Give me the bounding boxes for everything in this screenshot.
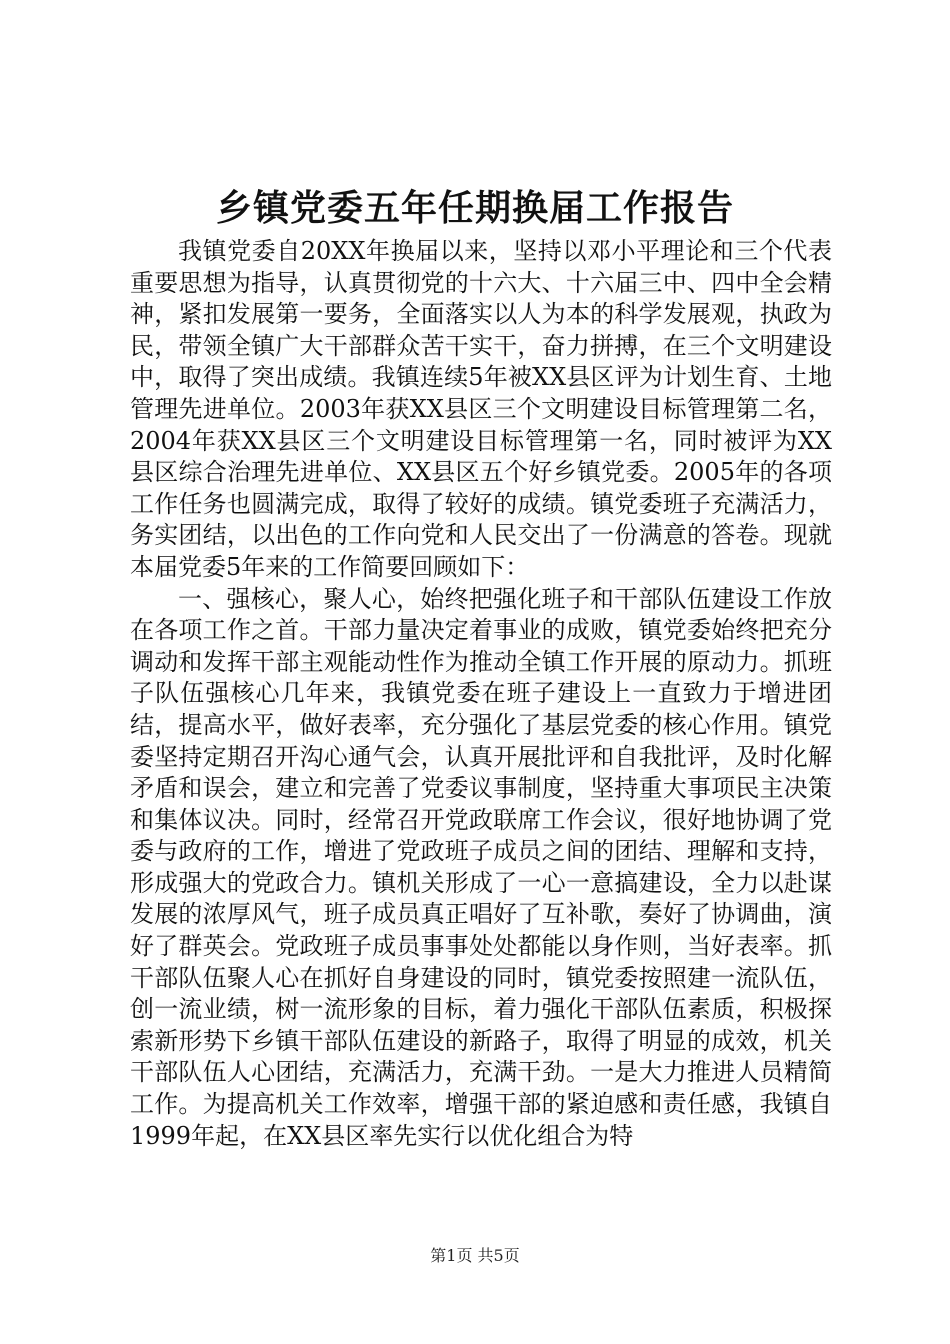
- page-number-footer: 第1页 共5页: [430, 1246, 520, 1265]
- document-title: 乡镇党委五年任期换届工作报告: [215, 187, 734, 229]
- paragraph-section-one: 一、强核心，聚人心，始终把强化班子和干部队伍建设工作放在各项工作之首。干部力量决定着事业的成败，镇党委始终把充分调动和发挥干部主观能动性作为推动全镇工作开展的原动力。抓班子队伍强核心几年来，我镇党委在班子建设上一直致力于增进团结，提高水平，做好表率，充分强化了基层党委的核心作用。镇党委坚持定期召开沟心通气会，认真开展批评和自我批评，及时化解矛盾和误会，建立和完善了党委议事制度，坚持重大事项民主决策和集体议决。同时，经常召开党政联席工作会议，很好地协调了党委与政府的工作，增进了党政班子成员之间的团结、理解和支持，形成强大的党政合力。镇机关形成了一心一意搞建设，全力以赴谋发展的浓厚风气，班子成员真正唱好了互补歌，奏好了协调曲，演好了群英会。党政班子成员事事处处都能以身作则，当好表率。抓干部队伍聚人心在抓好自身建设的同时，镇党委按照建一流队伍，创一流业绩，树一流形象的目标，着力强化干部队伍素质，积极探索新形势下乡镇干部队伍建设的新路子，取得了明显的成效，机关干部队伍人心团结，充满活力，充满干劲。一是大力推进人员精简工作。为提高机关工作效率，增强干部的紧迫感和责任感，我镇自1999年起，在XX县区率先实行以优化组合为特: [130, 584, 832, 1150]
- paragraph-intro: 我镇党委自20XX年换届以来，坚持以邓小平理论和三个代表重要思想为指导，认真贯彻党的十六大、十六届三中、四中全会精神，紧扣发展第一要务，全面落实以人为本的科学发展观，执政为民，带领全镇广大干部群众苦干实干，奋力拼搏，在三个文明建设中，取得了突出成绩。我镇连续5年被XX县区评为计划生育、土地管理先进单位。2003年获XX县区三个文明建设目标管理第二名，2004年获XX县区三个文明建设目标管理第一名，同时被评为XX县区综合治理先进单位、XX县区五个好乡镇党委。2005年的各项工作任务也圆满完成，取得了较好的成绩。镇党委班子充满活力，务实团结，以出色的工作向党和人民交出了一份满意的答卷。现就本届党委5年来的工作简要回顾如下：: [130, 237, 832, 581]
- document-body: [130, 236, 832, 1152]
